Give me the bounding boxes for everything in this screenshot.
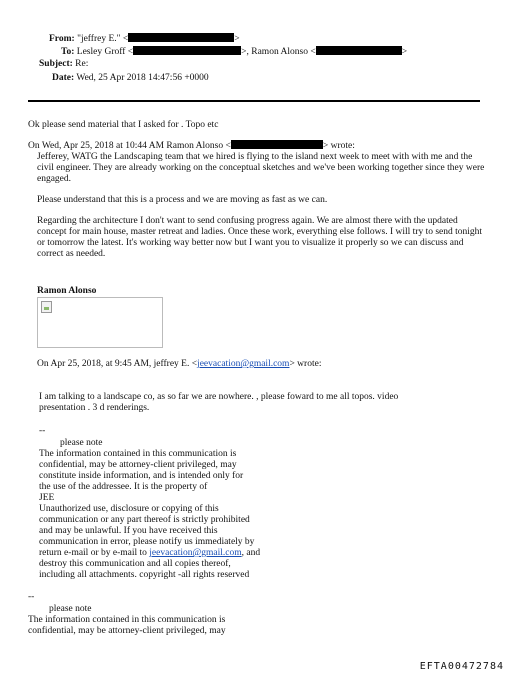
quote2-line-1: I am talking to a landscape co, as so far we are nowhere. , please foward to me all topos. video — [39, 392, 399, 402]
disclaimer-line: communication or any part thereof is strictly prohibited — [39, 515, 250, 525]
header-divider — [28, 100, 480, 102]
paragraph-1: Jefferey, WATG the Landscaping team that we hired is flying to the island next week to meet with with me and the civil engineer. They are already working on the conceptual sketches and we've been working together since they were engaged. — [37, 152, 485, 184]
from-row — [49, 33, 240, 45]
signature-image-placeholder — [37, 297, 163, 348]
disclaimer-line: destroy this communication and all copies thereof, — [39, 559, 231, 569]
disclaimer-text: , and — [241, 548, 261, 558]
paragraph-2: Please understand that this is a process and we are moving as fast as we can. — [37, 195, 328, 205]
reply-line: Ok please send material that I asked for . Topo etc — [28, 120, 219, 130]
disclaimer-line: communication in error, please notify us immediately by — [39, 537, 255, 547]
email-link[interactable]: jeevacation@gmail.com — [149, 548, 242, 558]
disclaimer-line: confidential, may be attorney-client privileged, may — [28, 626, 226, 636]
redaction-bar — [133, 46, 241, 55]
disclaimer-line: confidential, may be attorney-client privileged, may — [39, 460, 237, 470]
disclaimer-line: the use of the addressee. It is the property of — [39, 482, 208, 492]
broken-image-icon — [41, 301, 52, 313]
disclaimer-line: and may be unlawful. If you have received this — [39, 526, 218, 536]
quote1-intro-a: On Wed, Apr 25, 2018 at 10:44 AM Ramon Alonso < — [28, 141, 231, 151]
quote2-intro — [37, 359, 321, 370]
please-note: please note — [49, 604, 92, 614]
to-sep: >, Ramon Alonso < — [241, 47, 316, 57]
subject-row — [39, 59, 88, 70]
quote2-line-2: presentation . 3 d renderings. — [39, 403, 150, 413]
to-value: Lesley Groff < — [76, 47, 134, 57]
to-end: > — [401, 47, 408, 57]
from-value: "jeffrey E." < — [77, 34, 129, 44]
paragraph-3: Regarding the architecture I don't want to send confusing progress again. We are almost there with the updated concept for main house, master retreat and ladies. Once these work, everything else follows. I will try to send tonight or tomorrow the latest. It's working way better now but I want you to visualize it properly so we can discuss and correct as needed. — [37, 216, 483, 259]
disclaimer-line — [39, 548, 260, 559]
date-label: Date: — [52, 73, 75, 83]
redaction-bar — [316, 46, 402, 55]
from-end: > — [234, 34, 240, 44]
redaction-bar — [231, 140, 323, 149]
disclaimer-line: The information contained in this communication is — [39, 449, 237, 459]
quote2-intro-b: > wrote: — [289, 359, 322, 369]
signature-dashes: -- — [28, 592, 35, 602]
to-row — [61, 46, 407, 58]
quote1-intro — [28, 140, 355, 152]
to-label: To: — [61, 47, 75, 57]
redaction-bar — [128, 33, 234, 42]
disclaimer-line: constitute inside information, and is intended only for — [39, 471, 244, 481]
date-value: Wed, 25 Apr 2018 14:47:56 +0000 — [76, 73, 209, 83]
disclaimer-line: including all attachments. copyright -all rights reserved — [39, 570, 250, 580]
disclaimer-line: JEE — [39, 493, 55, 503]
disclaimer-line: Unauthorized use, disclosure or copying of this — [39, 504, 219, 514]
document-id: EFTA00472784 — [419, 661, 504, 672]
from-label: From: — [49, 34, 75, 44]
please-note: please note — [60, 438, 103, 448]
date-row — [52, 73, 209, 84]
signature-name: Ramon Alonso — [37, 286, 97, 296]
quote2-intro-a: On Apr 25, 2018, at 9:45 AM, jeffrey E. < — [37, 359, 198, 369]
disclaimer-line: The information contained in this communication is — [28, 615, 226, 625]
quote1-intro-b: > wrote: — [322, 141, 355, 151]
disclaimer-text: return e-mail or by e-mail to — [39, 548, 150, 558]
subject-label: Subject: — [39, 59, 73, 69]
signature-dashes: -- — [39, 426, 46, 436]
subject-value: Re: — [75, 59, 89, 69]
email-link[interactable]: jeevacation@gmail.com — [197, 359, 290, 369]
